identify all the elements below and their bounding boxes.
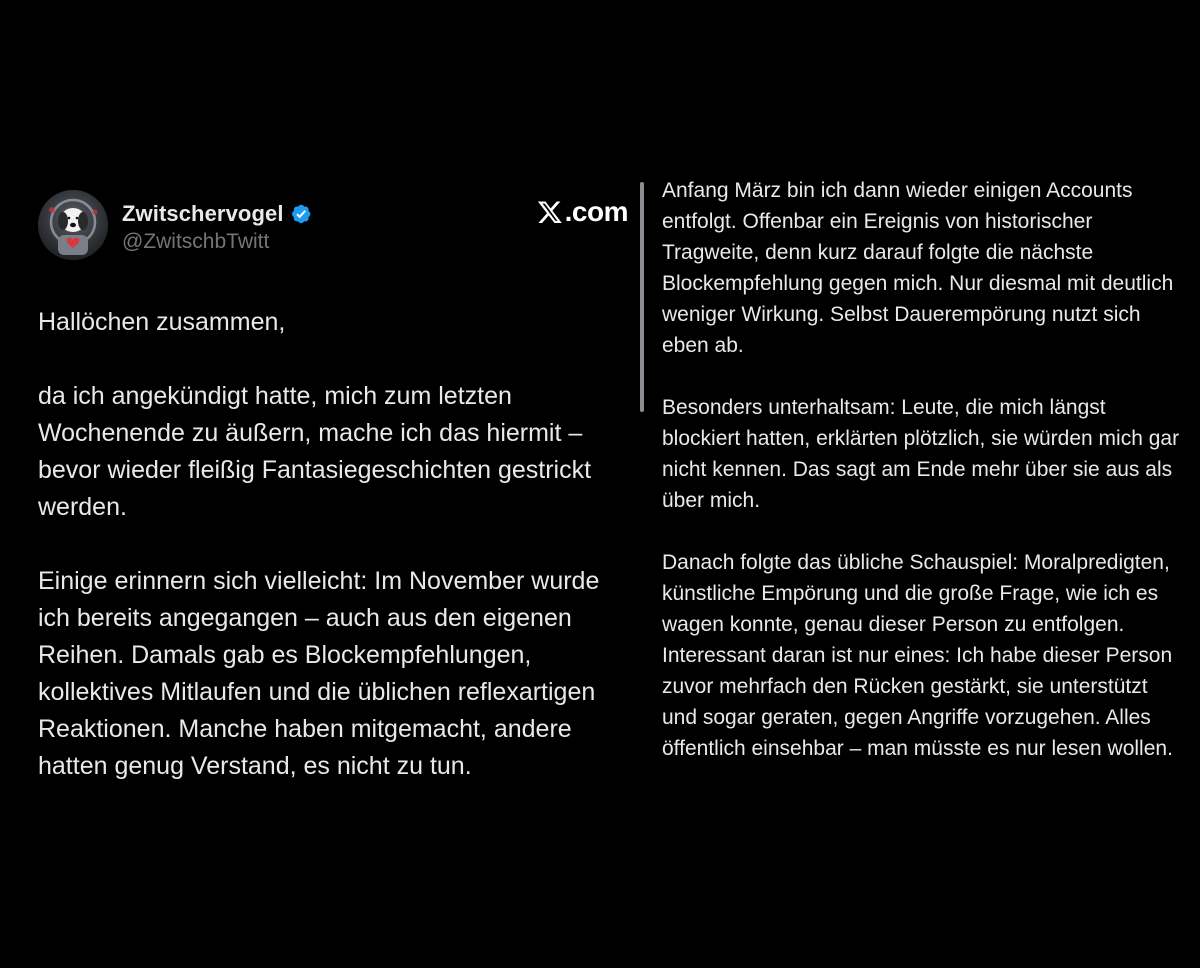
tweet-text-right bbox=[662, 175, 1182, 795]
verified-badge-icon bbox=[290, 203, 312, 225]
brand-logo bbox=[537, 196, 628, 228]
avatar[interactable] bbox=[38, 190, 108, 260]
display-name-row bbox=[122, 200, 312, 228]
display-name[interactable]: Zwitschervogel bbox=[122, 201, 284, 226]
paragraph: da ich angekündigt hatte, mich zum letzten Wochenende zu äußern, mache ich das hiermit – bevor wieder fleißig Fantasiegeschichten gestrickt werden. bbox=[38, 382, 592, 521]
snoopy-astronaut-avatar-icon bbox=[38, 190, 108, 260]
tweet-card bbox=[38, 190, 628, 822]
paragraph: Einige erinnern sich vielleicht: Im November wurde ich bereits angegangen – auch aus den eigenen Reihen. Damals gab es Blockempfehlungen, kollektives Mitlaufen und die üblichen reflexartigen Reaktionen. Manche haben mitgemacht, andere hatten genug Verstand, es nicht zu tun. bbox=[38, 567, 600, 780]
paragraph: Anfang März bin ich dann wieder einigen Accounts entfolgt. Offenbar ein Ereignis von historischer Tragweite, denn kurz darauf folgte die nächste Blockempfehlung gegen mich. Nur diesmal mit deutlich weniger Wirkung. Selbst Dauerempörung nutzt sich eben ab. bbox=[662, 179, 1174, 357]
x-logo-icon bbox=[537, 199, 563, 225]
paragraph: Hallöchen zusammen, bbox=[38, 308, 286, 336]
brand-text: .com bbox=[564, 196, 628, 227]
tweet-text-left bbox=[38, 304, 628, 785]
author-block bbox=[122, 200, 312, 254]
author-handle[interactable]: @ZwitschbTwitt bbox=[122, 230, 270, 253]
paragraph: Besonders unterhaltsam: Leute, die mich längst blockiert hatten, erklärten plötzlich, sie würden mich gar nicht kennen. Das sagt am Ende mehr über sie aus als über mich. bbox=[662, 396, 1180, 512]
tweet-header bbox=[38, 190, 628, 262]
column-divider bbox=[640, 182, 644, 412]
paragraph: Danach folgte das übliche Schauspiel: Moralpredigten, künstliche Empörung und die große Frage, wie ich es wagen konnte, genau dieser Person zu entfolgen. Interessant daran ist nur eines: Ich habe dieser Person zuvor mehrfach den Rücken gestärkt, sie unterstützt und sogar geraten, gegen Angriffe vorzugehen. Alles öffentlich einsehbar – man müsste es nur lesen wollen. bbox=[662, 551, 1173, 760]
